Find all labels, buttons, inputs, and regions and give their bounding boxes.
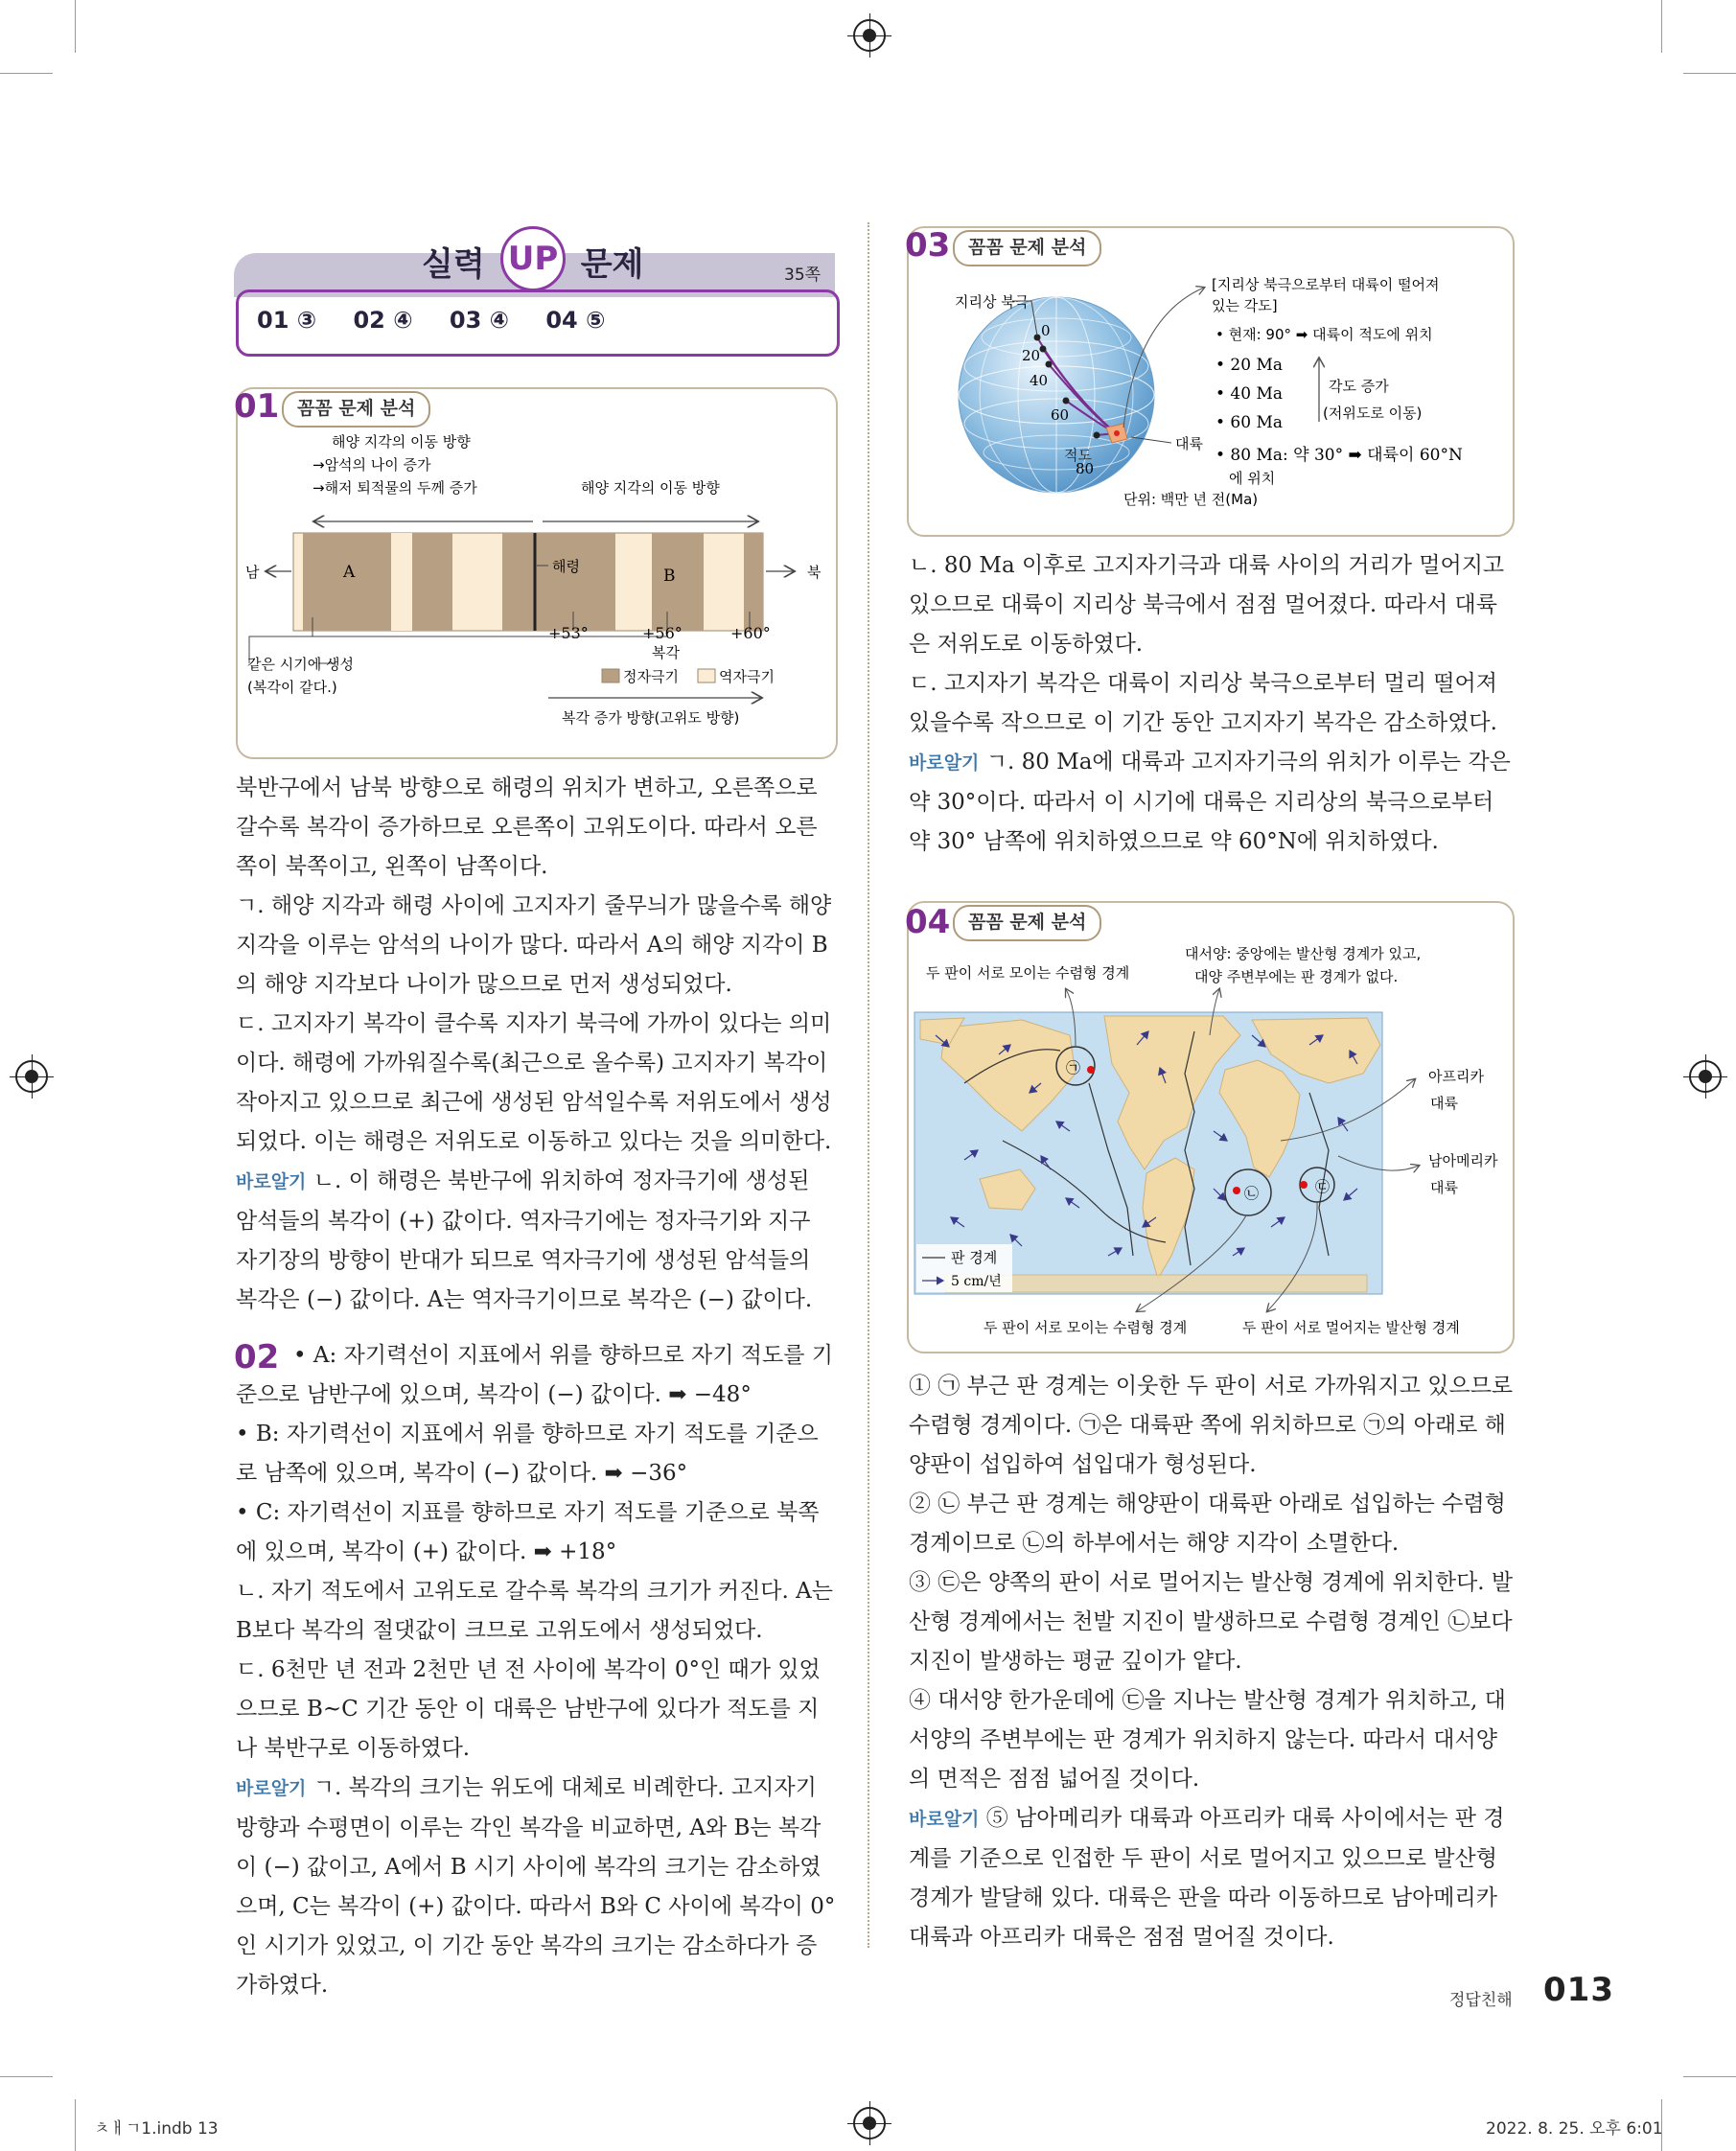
- page-ref: 35쪽: [784, 266, 822, 285]
- label-ridge: 해령: [552, 558, 580, 575]
- annot-left-1: 해양 지각의 이동 방향: [332, 433, 471, 451]
- q01-tag: 꼼꼼 문제 분석: [282, 391, 430, 428]
- tick-20: 20: [1022, 347, 1041, 364]
- same-time-2: (복각이 같다.): [247, 679, 337, 696]
- q02-paragraph: ㄷ. 6천만 년 전과 2천만 년 전 사이에 복각이 0°인 때가 있었으므로 B~C 기간 동안 이 대륙은 남반구에 있다가 적도를 지나 북반구로 이동하였다.: [236, 1657, 821, 1761]
- column-divider: [868, 222, 870, 1948]
- answer-item: 02 ④: [353, 307, 413, 334]
- crop-mark: [1683, 2076, 1736, 2077]
- q02-paragraph: ㄴ. 자기 적도에서 고위도로 갈수록 복각의 크기가 커진다. A는 B보다 복각의 절댓값이 크므로 고위도에서 생성되었다.: [236, 1579, 833, 1643]
- geo-north-label: 지리상 북극: [955, 293, 1030, 311]
- label-a: A: [343, 563, 356, 582]
- same-time-1: 같은 시기에 생성: [247, 656, 354, 673]
- note-80ma-b: 에 위치: [1229, 470, 1276, 487]
- q01-paragraph: ㄷ. 고지자기 복각이 클수록 지자기 북극에 가까이 있다는 의미이다. 해령에 가까워질수록(최근으로 올수록) 고지자기 복각이 작아지고 있으므로 최근에 생성된 암석일수록 저위도에서 생성되었다. 이는 해령은 저위도로 이동하고 있다는 것을 의미한다.: [236, 1011, 832, 1154]
- continent-label: 대륙: [1175, 435, 1203, 452]
- registration-mark: [1689, 1060, 1722, 1093]
- registration-mark: [853, 2107, 886, 2139]
- q04-plate-map: [907, 939, 1511, 1346]
- q02-body: [236, 1336, 838, 1415]
- tick-80: 80: [1076, 460, 1095, 477]
- note-80ma: • 80 Ma: 약 30° ➡ 대륙이 60°N: [1215, 446, 1463, 465]
- baro-label: 바로알기: [909, 1809, 980, 1830]
- answer-item: 04 ⑤: [545, 307, 606, 334]
- marker-b: ㉡: [1244, 1185, 1260, 1202]
- top-right-label-2: 대양 주변부에는 판 경계가 없다.: [1194, 968, 1399, 985]
- baro-label: 바로알기: [236, 1171, 307, 1192]
- q01-seafloor-diagram: [236, 422, 834, 748]
- q02-paragraph: • A: 자기력선이 지표에서 위를 향하므로 자기 적도를 기준으로 남반구에 있으며, 복각이 (−) 값이다. ➡ −48°: [236, 1343, 833, 1407]
- crop-mark: [75, 0, 76, 53]
- note-increase-1: 각도 증가: [1329, 378, 1389, 395]
- label-north: 북: [807, 564, 822, 581]
- incl-label: 복각: [652, 644, 680, 661]
- q02-body-rest: [236, 1415, 838, 2005]
- top-right-label-1: 대서양: 중앙에는 발산형 경계가 있고,: [1185, 945, 1422, 962]
- equator-label: 적도: [1064, 447, 1092, 464]
- q04-baro-text: ⑤ 남아메리카 대륙과 아프리카 대륙 사이에서는 판 경계를 기준으로 인접한 두 판이 서로 멀어지고 있으므로 발산형 경계가 발달해 있다. 대륙은 판을 따라 이동하므로 남아메리카 대륙과 아프리카 대륙은 점점 멀어질 것이다.: [909, 1806, 1505, 1950]
- crop-mark: [0, 73, 53, 74]
- annot-left-3: →해저 퇴적물의 두께 증가: [312, 479, 477, 497]
- footer-section: 정답친해: [1449, 1991, 1513, 2010]
- note-60ma: • 60 Ma: [1215, 413, 1284, 432]
- page-number: 013: [1543, 1971, 1614, 2009]
- q02-number: 02: [234, 1338, 280, 1376]
- label-south: 남: [245, 564, 260, 581]
- incl-53: +53°: [548, 624, 589, 642]
- note-40ma: • 40 Ma: [1215, 384, 1284, 404]
- footer-datetime: 2022. 8. 25. 오후 6:01: [1486, 2119, 1663, 2139]
- q01-body: [236, 769, 838, 1320]
- annot-left-2: →암석의 나이 증가: [312, 456, 431, 474]
- tick-0: 0: [1041, 322, 1051, 339]
- crop-mark: [1683, 73, 1736, 74]
- label-b: B: [663, 567, 676, 586]
- samerica-label-2: 대륙: [1430, 1179, 1458, 1196]
- registration-mark: [15, 1060, 48, 1093]
- legend-normal: 정자극기: [623, 668, 679, 685]
- marker-a: ㉠: [1066, 1059, 1081, 1076]
- q01-baro-text: ㄴ. 이 해령은 북반구에 위치하여 정자극기에 생성된 암석들의 복각이 (+) 값이다. 역자극기에는 정자극기와 지구 자기장의 방향이 반대가 되므로 역자극기에 생성된 암석들의 복각은 (−) 값이다. A는 역자극기이므로 복각은 (−) 값이다.: [236, 1168, 813, 1312]
- q03-paragraph: ㄷ. 고지자기 복각은 대륙이 지리상 북극으로부터 멀리 떨어져 있을수록 작으므로 이 기간 동안 고지자기 복각은 감소하였다.: [909, 671, 1497, 735]
- q04-paragraph: ③ ㉢은 양쪽의 판이 서로 멀어지는 발산형 경계에 위치한다. 발산형 경계에서는 천발 지진이 발생하므로 수렴형 경계인 ㉡보다 지진이 발생하는 평균 깊이가 얕다.: [909, 1570, 1514, 1674]
- q04-paragraph: ④ 대서양 한가운데에 ㉢을 지나는 발산형 경계가 위치하고, 대서양의 주변부에는 판 경계가 위치하지 않는다. 따라서 대서양의 면적은 점점 넓어질 것이다.: [909, 1688, 1506, 1792]
- increase-dir: 복각 증가 방향(고위도 방향): [562, 709, 740, 727]
- note-20ma: • 20 Ma: [1215, 356, 1284, 375]
- q03-paragraph: ㄴ. 80 Ma 이후로 고지자기극과 대륙 사이의 거리가 멀어지고 있으므로 대륙이 지리상 북극에서 점점 멀어졌다. 따라서 대륙은 저위도로 이동하였다.: [909, 553, 1505, 657]
- africa-label-1: 아프리카: [1428, 1068, 1484, 1085]
- baro-label: 바로알기: [236, 1778, 307, 1799]
- unit-label: 단위: 백만 년 전(Ma): [1123, 491, 1259, 508]
- crop-mark: [1661, 0, 1662, 53]
- tick-60: 60: [1051, 406, 1070, 424]
- note-title-1: [지리상 북극으로부터 대륙이 떨어져: [1212, 276, 1440, 293]
- tick-40: 40: [1030, 372, 1049, 389]
- q03-baro-text: ㄱ. 80 Ma에 대륙과 고지자기극의 위치가 이루는 각은 약 30°이다. 따라서 이 시기에 대륙은 지리상의 북극으로부터 약 30° 남쪽에 위치하였으므로 약 60°N에 위치하였다.: [909, 750, 1511, 854]
- annot-right: 해양 지각의 이동 방향: [581, 479, 720, 497]
- q02-paragraph: • B: 자기력선이 지표에서 위를 향하므로 자기 적도를 기준으로 남쪽에 있으며, 복각이 (−) 값이다. ➡ −36°: [236, 1422, 819, 1486]
- top-left-label: 두 판이 서로 모이는 수렴형 경계: [926, 964, 1130, 982]
- registration-mark: [853, 19, 886, 52]
- legend-speed: 5 cm/년: [951, 1274, 1002, 1289]
- incl-60: +60°: [730, 624, 771, 642]
- q03-body: [909, 546, 1515, 862]
- footer-file: ㅊㅐㄱ1.indb 13: [94, 2119, 219, 2139]
- legend-boundary: 판 경계: [951, 1249, 998, 1266]
- q04-number: 04: [905, 903, 951, 941]
- q01-number: 01: [234, 387, 280, 426]
- q04-body: [909, 1367, 1515, 1957]
- note-increase-2: (저위도로 이동): [1323, 405, 1423, 422]
- answer-row: [257, 307, 634, 334]
- africa-label-2: 대륙: [1430, 1095, 1458, 1112]
- q04-tag: 꼼꼼 문제 분석: [953, 905, 1101, 941]
- q02-baro-text: ㄱ. 복각의 크기는 위도에 대체로 비례한다. 고지자기 방향과 수평면이 이루는 각인 복각을 비교하면, A와 B는 복각이 (−) 값이고, A에서 B 시기 사이에 복각의 크기는 감소하였으며, C는 복각이 (+) 값이다. 따라서 B와 C 사이에 복각이 0°인 시기가 있었고, 이 기간 동안 복각의 크기는 감소하다가 증가하였다.: [236, 1775, 836, 1998]
- bottom-right-label: 두 판이 서로 멀어지는 발산형 경계: [1242, 1319, 1460, 1336]
- answer-item: 01 ③: [257, 307, 317, 334]
- baro-label: 바로알기: [909, 752, 980, 774]
- q03-number: 03: [905, 226, 951, 265]
- q03-tag: 꼼꼼 문제 분석: [953, 230, 1101, 266]
- answer-item: 03 ④: [449, 307, 509, 334]
- note-title-2: 있는 각도]: [1212, 297, 1278, 314]
- crop-mark: [0, 2076, 53, 2077]
- bottom-left-label: 두 판이 서로 모이는 수렴형 경계: [984, 1319, 1188, 1336]
- samerica-label-1: 남아메리카: [1428, 1152, 1498, 1169]
- crop-mark: [75, 2099, 76, 2151]
- q01-paragraph: 북반구에서 남북 방향으로 해령의 위치가 변하고, 오른쪽으로 갈수록 복각이 증가하므로 오른쪽이 고위도이다. 따라서 오른쪽이 북쪽이고, 왼쪽이 남쪽이다.: [236, 775, 818, 879]
- incl-56: +56°: [642, 624, 683, 642]
- q03-globe-diagram: [907, 259, 1511, 527]
- header-title: 실력 문제: [422, 245, 644, 284]
- q02-paragraph: • C: 자기력선이 지표를 향하므로 자기 적도를 기준으로 북쪽에 있으며, 복각이 (+) 값이다. ➡ +18°: [236, 1500, 820, 1564]
- note-now: • 현재: 90° ➡ 대륙이 적도에 위치: [1215, 326, 1433, 343]
- marker-c: ㉢: [1315, 1178, 1331, 1195]
- up-badge: UP: [500, 226, 566, 291]
- q04-paragraph: ① ㉠ 부근 판 경계는 이웃한 두 판이 서로 가까워지고 있으므로 수렴형 경계이다. ㉠은 대륙판 쪽에 위치하므로 ㉠의 아래로 해양판이 섭입하여 섭입대가 형성된다.: [909, 1374, 1514, 1477]
- legend-reverse: 역자극기: [719, 668, 775, 685]
- q04-paragraph: ② ㉡ 부근 판 경계는 해양판이 대륙판 아래로 섭입하는 수렴형 경계이므로 ㉡의 하부에서는 해양 지각이 소멸한다.: [909, 1492, 1506, 1556]
- q01-paragraph: ㄱ. 해양 지각과 해령 사이에 고지자기 줄무늬가 많을수록 해양 지각을 이루는 암석의 나이가 많다. 따라서 A의 해양 지각이 B의 해양 지각보다 나이가 많으므로 먼저 생성되었다.: [236, 893, 832, 997]
